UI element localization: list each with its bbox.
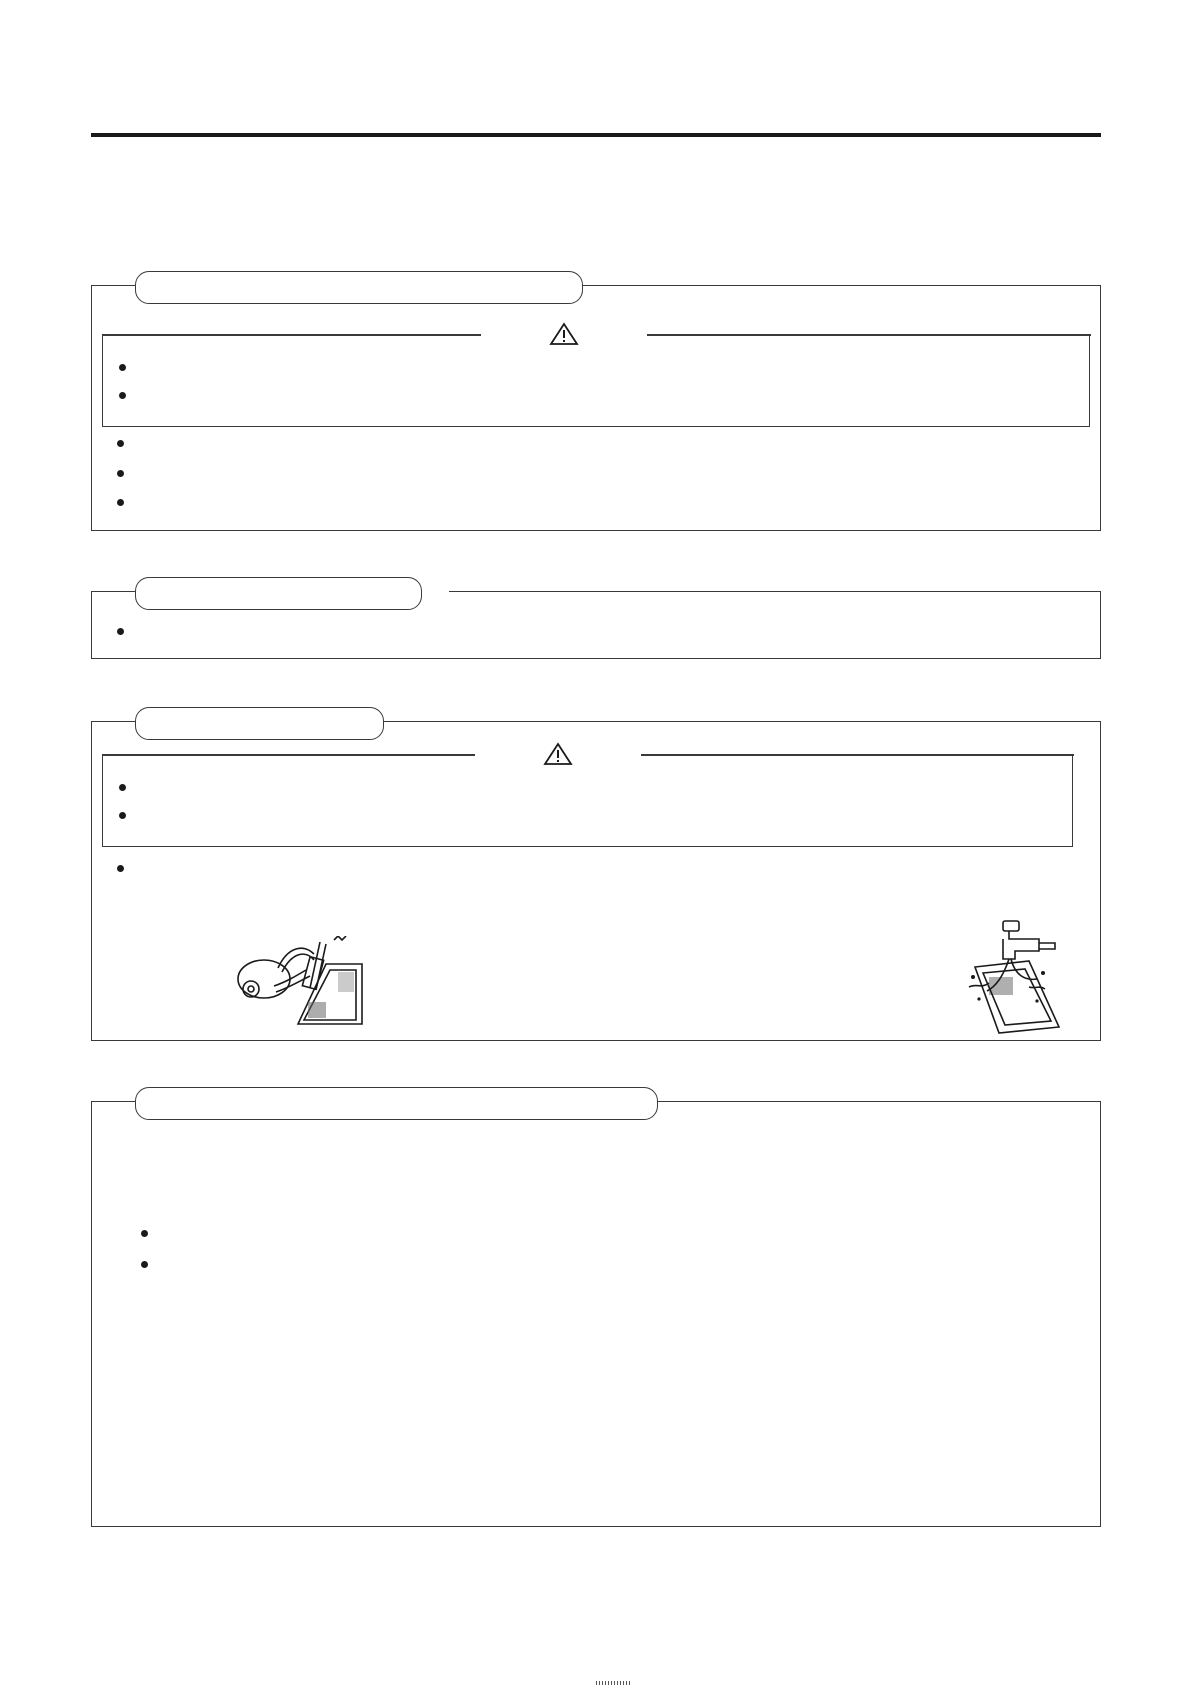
section-4-panel (91, 1101, 1101, 1527)
list-item-bullet (119, 364, 126, 371)
warning-box-top-left (103, 334, 481, 336)
list-item-bullet (119, 392, 126, 399)
page-footer-mark (596, 1681, 632, 1685)
list-item-bullet (117, 499, 124, 506)
section-4-tab (135, 1087, 658, 1120)
section-3-tab (135, 707, 384, 740)
section-3-panel (91, 721, 1101, 1041)
page-header-rule (91, 133, 1101, 137)
section-1-tab (135, 271, 583, 304)
warning-box-top-left (103, 754, 475, 756)
list-item-bullet (117, 628, 124, 635)
border-gap (422, 590, 449, 594)
section-2-tab (135, 577, 422, 610)
section-3-warning-box (102, 754, 1073, 847)
list-item-bullet (117, 470, 124, 477)
list-item-bullet (119, 784, 126, 791)
warning-box-top-right (641, 754, 1074, 756)
list-item-bullet (141, 1230, 148, 1237)
warning-triangle-icon (549, 322, 579, 346)
section-1-warning-box (102, 334, 1090, 427)
list-item-bullet (117, 865, 124, 872)
warning-box-top-right (647, 334, 1091, 336)
caution-label (475, 739, 641, 769)
list-item-bullet (141, 1261, 148, 1268)
list-item-bullet (119, 812, 126, 819)
faucet-water-illustration (959, 917, 1064, 1035)
vacuum-cleaner-illustration (234, 936, 364, 1028)
caution-label (481, 319, 647, 349)
warning-triangle-icon (543, 742, 573, 766)
list-item-bullet (117, 440, 124, 447)
section-1-panel (91, 285, 1101, 531)
